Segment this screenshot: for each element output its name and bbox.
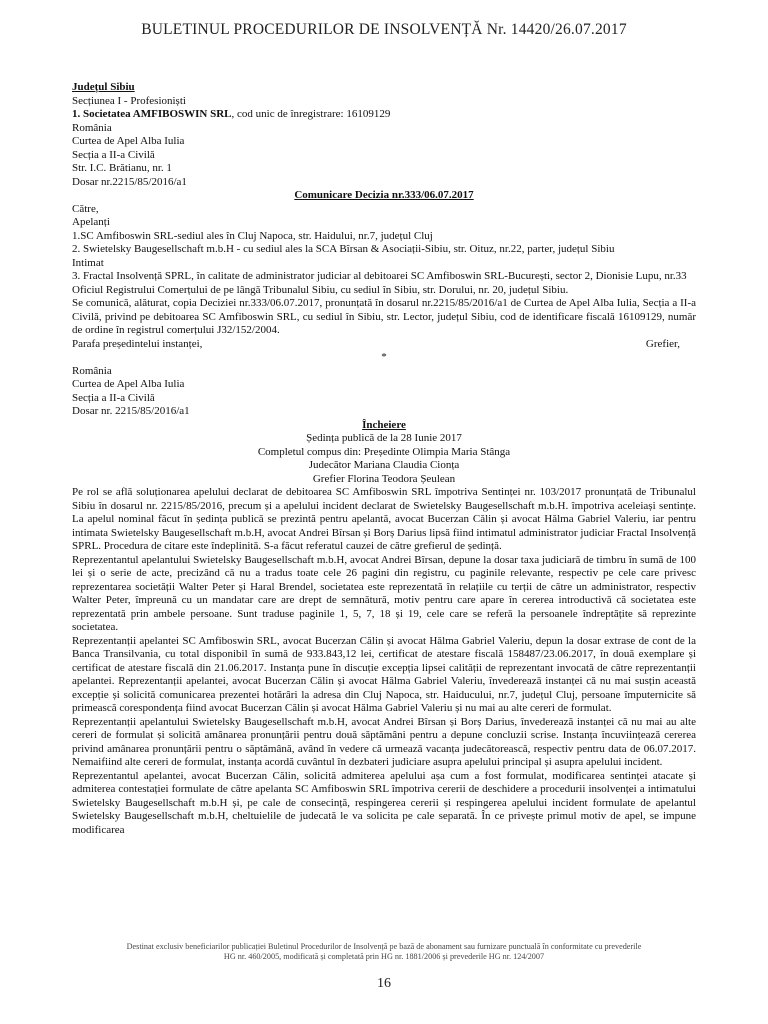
panel-president: Completul compus din: Președinte Olimpia Maria Stânga bbox=[257, 445, 511, 458]
respondent-3: 3. Fractal Insolvență SPRL, în calitate de administrator judiciar al debitoarei SC Amfiboswin SRL-București, sector 2, Dionisie Lupu, nr.33 bbox=[72, 270, 687, 282]
communication-text: Se comunică, alăturat, copia Deciziei nr.333/06.07.2017, pronunțată în dosarul nr.2215/85/2016/a1 de Curtea de Apel Alba Iulia, Secția a II-a Civilă, privind pe debitoarea SC Amfiboswin SRL, cu sediul în Sibiu, str. Lector, județul Sibiu, cod de identificare fiscală 16109129, număr de ordine în registrul comerțului J32/152/2004. bbox=[72, 297, 696, 336]
file-number-2: Dosar nr. 2215/85/2016/a1 bbox=[72, 405, 190, 417]
court-name-2: Curtea de Apel Alba Iulia bbox=[72, 378, 185, 390]
paragraph: Reprezentantul apelantei, avocat Bucerzan Călin, solicită admiterea apelului așa cum a fost formulat, modificarea sentinței atacate și admiterea contestației formulate de către apelanta SC Amfiboswin SRL împotriva cererii de deschidere a procedurii insolvenței a intimatului Swietelsky Baugesellschaft m.b.H și, pe cale de consecință, respingerea cererii și respingerea apelului incident formulate de apelantul Swietelsky Baugesellschaft m.b.H, cheltuielile de judecată le va solicita pe cale separată. În ce privește primul motiv de apel, se impune modificarea bbox=[72, 769, 696, 836]
paragraph: Reprezentantul apelantului Swietelsky Baugesellschaft m.b.H, avocat Andrei Bîrsan, depune la dosar taxa judiciară de timbru în sumă de 100 lei și o serie de acte, precizând că nu a tradus toate cele 26 pagini din registru, cu paginile relevante, respectiv pe cele care privesc reprezentarea societății Walter Peter și Haral Brendel, societatea este reprezentată în relațiile cu terții de către un administrator, respectiv Walter Peter, împreună cu un mandatar care are drept de semnătură, motiv pentru care apare în cererea introductivă că societatea este reprezentată prin ambele persoane. Sunt traduse paginile 1, 5, 7, 18 și 19, cele care se referă la persoanele îndreptățite să reprezinte societatea. bbox=[72, 553, 696, 633]
session-date: Ședința publică de la 28 Iunie 2017 bbox=[306, 432, 462, 444]
country: România bbox=[72, 121, 112, 134]
company-code: , cod unic de înregistrare: 16109129 bbox=[231, 108, 391, 120]
court-address: Str. I.C. Brătianu, nr. 1 bbox=[72, 162, 172, 174]
court-section-2: Secția a II-a Civilă bbox=[72, 391, 155, 404]
separator-asterisk: * bbox=[381, 351, 387, 363]
paragraph: Reprezentanții apelantului Swietelsky Baugesellschaft m.b.H, avocat Andrei Bîrsan și Borș Darius, învederează instanței că nu mai au alte cereri de formulat și solicită amânarea pronunțării pentru două săptămâni pentru a depune concluzii scrise. Instanța încuviințează cererea privind amânarea pronunțării pentru o săptămână, având în vedere că urmează vacanța judecătorească, respectiv pentru data de 06.07.2017. Nemaifiind alte cereri de formulat, instanța acordă cuvântul în dezbateri judiciare asupra apelului principal și asupra apelului incident. bbox=[72, 715, 696, 768]
bulletin-header: BULETINUL PROCEDURILOR DE INSOLVENȚĂ Nr. 14420/26.07.2017 bbox=[141, 21, 627, 38]
panel-clerk: Grefier Florina Teodora Șeulean bbox=[312, 472, 456, 485]
company-name: 1. Societatea AMFIBOSWIN SRL bbox=[72, 108, 232, 120]
footer-note-line-2: HG nr. 460/2005, modificată și completată prin HG nr. 1881/2006 și prevederile HG nr. 124/2007 bbox=[223, 952, 545, 961]
president-stamp-label: Parafa președintelui instanței, bbox=[72, 337, 203, 350]
entry-title bbox=[72, 108, 696, 122]
file-number: Dosar nr.2215/85/2016/a1 bbox=[72, 175, 187, 188]
appellant-2: 2. Swietelsky Baugesellschaft m.b.H - cu sediul ales la SCA Bîrsan & Asociații-Sibiu, str. Oituz, nr.22, parter, județul Sibiu bbox=[72, 243, 615, 255]
trade-registry: Oficiul Registrului Comerțului de pe lângă Tribunalul Sibiu, cu sediul în Sibiu, str. Dorului, nr. 20, județul Sibiu. bbox=[72, 283, 569, 296]
footer-note-line-1: Destinat exclusiv beneficiarilor publicației Buletinul Procedurilor de Insolvență pe bază de abonament sau furnizare punctuală în conformitate cu prevederile bbox=[126, 942, 642, 951]
page-number: 16 bbox=[377, 976, 391, 991]
document-body bbox=[72, 81, 696, 837]
court-name: Curtea de Apel Alba Iulia bbox=[72, 135, 185, 147]
county-heading: Județul Sibiu bbox=[72, 81, 135, 93]
respondent-label: Intimat bbox=[72, 256, 104, 269]
paragraph: Pe rol se află soluționarea apelului declarat de debitoarea SC Amfiboswin SRL împotriva Sentinței nr. 103/2017 pronunțată de Tribunalul Sibiu în dosarul nr. 2215/85/2016, precum și a apelului incident declarat de Swietelsky Baugesellschaft m.b.H. împotriva aceleiași sentințe. La apelul nominal făcut în ședința publică se prezintă pentru apelantă, avocat Bucerzan Călin și avocat Hălma Gabriel Valeriu, iar pentru intimata Swietelsky Baugesellschaft m.b.H, avocat Andrei Bîrsan și Borș Darius lipsă fiind intimatul administrator judiciar Fractal Insolvență SPRL. Procedura de citare este îndeplinită. S-a făcut referatul cauzei de către grefierul de ședință. bbox=[72, 486, 696, 552]
panel-judge: Judecător Mariana Claudia Cionța bbox=[308, 459, 460, 471]
footer-note bbox=[84, 942, 684, 962]
clerk-label: Grefier, bbox=[645, 337, 680, 350]
section-label: Secțiunea I - Profesioniști bbox=[72, 94, 186, 107]
appellant-1: 1.SC Amfiboswin SRL-sediul ales în Cluj Napoca, str. Haidului, nr.7, județul Cluj bbox=[72, 229, 433, 242]
signature-row bbox=[72, 338, 696, 352]
communication-title: Comunicare Decizia nr.333/06.07.2017 bbox=[294, 189, 474, 201]
conclusion-title: Încheiere bbox=[362, 418, 406, 431]
court-section: Secția a II-a Civilă bbox=[72, 148, 155, 161]
addressee-label: Către, bbox=[72, 202, 99, 215]
paragraph: Reprezentanții apelantei SC Amfiboswin SRL, avocat Bucerzan Călin și avocat Hălma Gabriel Valeriu, depun la dosar extrase de cont de la Banca Transilvania, cu total disponibil în sumă de 933.843,12 lei, certificat de atestare fiscală 158487/23.06.2017, în două exemplare și certificat de atestare fiscală din 21.06.2017. Instanța pune în discuție excepția lipsei calității de reprezentant invocată de către reprezentanții apelantei. Reprezentanții apelantei, avocat Bucerzan Călin și avocat Hălma Gabriel Valeriu, învederează instanței că nu mai susțin această excepție și solicită comunicarea prezentei hotărâri la adresa din Cluj Napoca, str. Haiducului, nr.7, județul Cluj, persoane împuternicite să primească corespondența fiind avocat Bucerzan Călin și avocat Hălma Gabriel Valeriu și nu mai au alte cereri de formulat. bbox=[72, 634, 696, 714]
country-2: România bbox=[72, 364, 112, 377]
appellants-label: Apelanți bbox=[72, 216, 110, 228]
